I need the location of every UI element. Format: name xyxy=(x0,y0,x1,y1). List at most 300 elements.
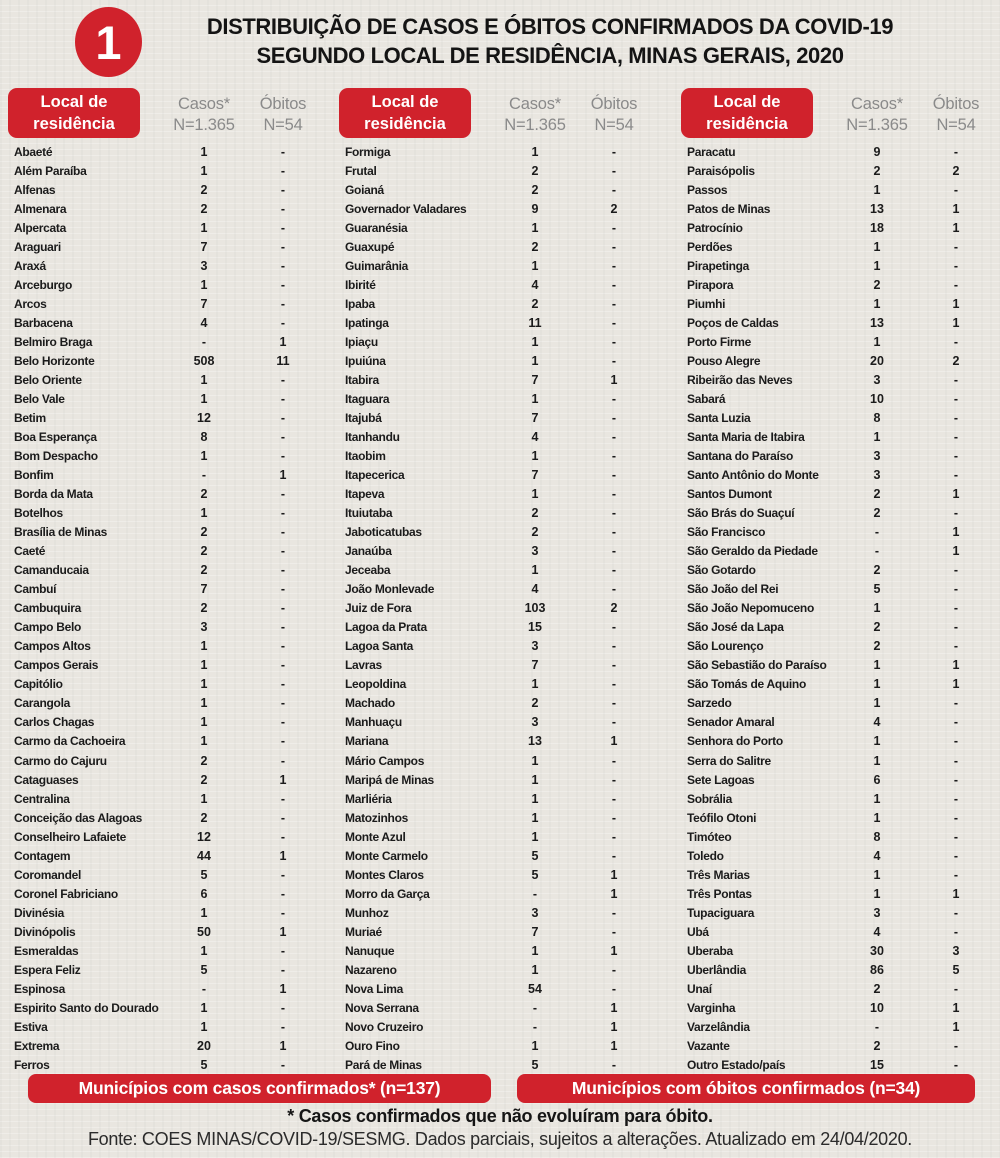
local-residencia-header xyxy=(8,88,140,138)
table-row xyxy=(8,199,324,218)
table-row xyxy=(339,770,655,789)
obitos-value: - xyxy=(280,258,286,273)
casos-value: 8 xyxy=(873,410,881,425)
casos-value: 1 xyxy=(531,449,539,464)
table-row xyxy=(681,827,997,846)
municipality-name: Divinópolis xyxy=(14,924,76,939)
obitos-value: - xyxy=(280,1058,286,1073)
obitos-value: - xyxy=(953,639,959,654)
table-row xyxy=(681,732,997,751)
obitos-value: - xyxy=(611,544,617,559)
municipality-name: Poços de Caldas xyxy=(687,315,779,330)
table-row xyxy=(8,389,324,408)
casos-value: 15 xyxy=(870,1058,884,1073)
municipality-name: São Brás do Suaçuí xyxy=(687,506,795,521)
casos-value: 5 xyxy=(200,867,208,882)
municipality-name: Nanuque xyxy=(345,943,395,958)
obitos-value: - xyxy=(280,487,286,502)
casos-value: 7 xyxy=(531,924,539,939)
casos-value: 1 xyxy=(200,943,208,958)
obitos-value: - xyxy=(953,144,959,159)
municipality-name: Campos Gerais xyxy=(14,658,99,673)
obitos-value: - xyxy=(953,182,959,197)
table-row xyxy=(681,675,997,694)
municipality-name: Araguari xyxy=(14,239,61,254)
obitos-value: - xyxy=(280,905,286,920)
footnote: * Casos confirmados que não evoluíram para óbito. xyxy=(287,1106,713,1126)
municipality-name: Pirapetinga xyxy=(687,258,750,273)
casos-value: 2 xyxy=(531,696,539,711)
obitos-value: - xyxy=(611,258,617,273)
municipality-name: Mariana xyxy=(345,734,389,749)
obitos-value: - xyxy=(280,563,286,578)
table-row xyxy=(339,865,655,884)
table-row xyxy=(339,542,655,561)
table-row xyxy=(8,256,324,275)
municipality-name: São Tomás de Aquino xyxy=(687,677,806,692)
casos-value: 2 xyxy=(873,1038,881,1053)
municipality-name: Araxá xyxy=(14,258,46,273)
table-row xyxy=(681,408,997,427)
casos-value: 1 xyxy=(873,886,881,901)
casos-column-header xyxy=(839,94,915,137)
table-row xyxy=(8,732,324,751)
casos-value: 508 xyxy=(193,353,215,368)
casos-value: 2 xyxy=(531,525,539,540)
municipality-name: Capitólio xyxy=(14,677,63,692)
table-group-2 xyxy=(339,88,655,1075)
municipality-name: Manhuaçu xyxy=(345,715,402,730)
municipality-name: Belmiro Braga xyxy=(14,334,93,349)
casos-value: 3 xyxy=(873,905,881,920)
table-row xyxy=(8,751,324,770)
municipality-name: Paracatu xyxy=(687,144,736,159)
municipality-name: Espera Feliz xyxy=(14,962,81,977)
obitos-value: - xyxy=(611,810,617,825)
municipality-name: Nova Serrana xyxy=(345,1000,419,1015)
casos-value: 8 xyxy=(873,829,881,844)
table-row xyxy=(681,427,997,446)
casos-value: 4 xyxy=(873,848,881,863)
casos-value: 11 xyxy=(528,315,542,330)
municipality-name: Patrocínio xyxy=(687,220,743,235)
casos-value: 1 xyxy=(200,144,208,159)
obitos-value: - xyxy=(280,201,286,216)
casos-value: 1 xyxy=(873,696,881,711)
casos-value: 1 xyxy=(873,753,881,768)
casos-value: 1 xyxy=(873,239,881,254)
municipality-name: Formiga xyxy=(345,144,391,159)
casos-header-n: N=1.365 xyxy=(846,116,908,134)
casos-value: 7 xyxy=(531,658,539,673)
municipality-name: Itapeva xyxy=(345,487,385,502)
casos-value: 1 xyxy=(531,258,539,273)
obitos-value: - xyxy=(611,506,617,521)
table-row xyxy=(681,218,997,237)
casos-value: 2 xyxy=(200,487,208,502)
casos-value: 1 xyxy=(531,962,539,977)
municipality-name: Varginha xyxy=(687,1000,736,1015)
table-row xyxy=(8,485,324,504)
obitos-value: - xyxy=(611,848,617,863)
table-row xyxy=(681,960,997,979)
casos-value: 2 xyxy=(873,163,881,178)
local-header-line1: Local de xyxy=(40,92,108,111)
casos-value: 1 xyxy=(200,905,208,920)
table-row xyxy=(8,941,324,960)
table-row xyxy=(681,542,997,561)
table-row xyxy=(339,1056,655,1075)
municipality-name: João Monlevade xyxy=(345,582,435,597)
casos-value: 20 xyxy=(870,353,884,368)
casos-value: 54 xyxy=(528,981,542,996)
municipality-name: Ipuiúna xyxy=(345,353,386,368)
municipality-name: Mário Campos xyxy=(345,753,425,768)
table-row xyxy=(8,332,324,351)
casos-value: 2 xyxy=(531,239,539,254)
table-row xyxy=(8,865,324,884)
table-row xyxy=(681,351,997,370)
obitos-value: 1 xyxy=(610,1000,618,1015)
municipality-name: Matozinhos xyxy=(345,810,408,825)
table-row xyxy=(681,580,997,599)
table-row xyxy=(681,808,997,827)
table-row xyxy=(8,846,324,865)
casos-value: 2 xyxy=(200,201,208,216)
obitos-value: 1 xyxy=(610,372,618,387)
casos-value: 4 xyxy=(531,582,539,597)
municipality-name: Carmo do Cajuru xyxy=(14,753,107,768)
local-header-line2: residência xyxy=(706,115,788,133)
casos-header-n: N=1.365 xyxy=(173,116,235,134)
municipality-name: Almenara xyxy=(14,201,67,216)
casos-column-header xyxy=(166,94,242,137)
casos-column-header xyxy=(497,94,573,137)
casos-value: 1 xyxy=(200,1000,208,1015)
obitos-value: - xyxy=(611,981,617,996)
casos-value: 6 xyxy=(200,886,208,901)
table-row xyxy=(681,903,997,922)
table-row xyxy=(339,580,655,599)
casos-value: 1 xyxy=(531,677,539,692)
table-row xyxy=(339,351,655,370)
municipality-name: Ouro Fino xyxy=(345,1038,400,1053)
casos-value: 13 xyxy=(870,315,884,330)
municipality-name: Morro da Garça xyxy=(345,886,430,901)
casos-value: 1 xyxy=(531,563,539,578)
table-row xyxy=(339,504,655,523)
municipality-name: Conceição das Alagoas xyxy=(14,810,142,825)
table-row xyxy=(681,466,997,485)
table-row xyxy=(339,427,655,446)
municipality-name: Senador Amaral xyxy=(687,715,775,730)
obitos-value: - xyxy=(953,620,959,635)
casos-value: 1 xyxy=(873,334,881,349)
table-row xyxy=(681,1017,997,1036)
casos-value: 1 xyxy=(531,1038,539,1053)
casos-value: 1 xyxy=(873,734,881,749)
table-row xyxy=(681,485,997,504)
obitos-value: - xyxy=(953,563,959,578)
municipality-name: Santana do Paraíso xyxy=(687,449,793,464)
obitos-value: 1 xyxy=(279,468,287,483)
table-row xyxy=(681,637,997,656)
municipality-name: Uberlândia xyxy=(687,962,747,977)
table-row xyxy=(681,599,997,618)
table-row xyxy=(339,256,655,275)
casos-value: 3 xyxy=(531,544,539,559)
municipality-name: Munhoz xyxy=(345,905,389,920)
table-row xyxy=(8,618,324,637)
casos-value: 5 xyxy=(531,1058,539,1073)
table-row xyxy=(8,808,324,827)
casos-value: - xyxy=(201,468,207,483)
obitos-value: 1 xyxy=(279,981,287,996)
casos-value: 4 xyxy=(873,715,881,730)
casos-value: - xyxy=(874,525,880,540)
page-title-line1: DISTRIBUIÇÃO DE CASOS E ÓBITOS CONFIRMADOS DA COVID-19 xyxy=(206,14,894,39)
casos-value: 9 xyxy=(873,144,881,159)
casos-value: 1 xyxy=(200,163,208,178)
table-row xyxy=(681,979,997,998)
municipality-name: São Sebastião do Paraíso xyxy=(687,658,827,673)
table-row xyxy=(681,199,997,218)
casos-value: 3 xyxy=(873,468,881,483)
municipality-name: Carangola xyxy=(14,696,70,711)
municipality-name: Monte Carmelo xyxy=(345,848,428,863)
casos-value: 3 xyxy=(531,905,539,920)
table-row xyxy=(339,313,655,332)
municipality-name: Patos de Minas xyxy=(687,201,771,216)
municipality-name: Monte Azul xyxy=(345,829,406,844)
casos-value: - xyxy=(532,1000,538,1015)
table-row xyxy=(8,294,324,313)
casos-value: 103 xyxy=(524,601,546,616)
table-row xyxy=(8,599,324,618)
municipality-name: Unaí xyxy=(687,981,712,996)
casos-value: 1 xyxy=(531,829,539,844)
obitos-value: - xyxy=(611,924,617,939)
casos-value: 13 xyxy=(870,201,884,216)
municipality-name: Camanducaia xyxy=(14,563,89,578)
casos-value: 1 xyxy=(873,658,881,673)
source-note: Fonte: COES MINAS/COVID-19/SESMG. Dados parciais, sujeitos a alterações. Atualizado em 24/04/2020. xyxy=(87,1129,912,1149)
casos-value: 1 xyxy=(200,391,208,406)
casos-value: 3 xyxy=(531,715,539,730)
obitos-value: - xyxy=(280,639,286,654)
obitos-value: - xyxy=(953,391,959,406)
table-row xyxy=(8,694,324,713)
table-row xyxy=(339,808,655,827)
table-row xyxy=(339,161,655,180)
obitos-value: 1 xyxy=(952,544,960,559)
municipality-name: Arceburgo xyxy=(14,277,72,292)
obitos-value: - xyxy=(953,449,959,464)
table-row xyxy=(339,332,655,351)
table-row xyxy=(339,827,655,846)
casos-value: - xyxy=(532,1019,538,1034)
casos-value: 1 xyxy=(200,220,208,235)
obitos-value: - xyxy=(280,962,286,977)
municipality-name: Jaboticatubas xyxy=(345,525,422,540)
obitos-value: - xyxy=(280,658,286,673)
municipality-name: Machado xyxy=(345,696,395,711)
casos-value: 2 xyxy=(200,810,208,825)
municipality-name: Lagoa da Prata xyxy=(345,620,427,635)
obitos-value: - xyxy=(280,943,286,958)
obitos-value: - xyxy=(611,677,617,692)
municipality-name: Itajubá xyxy=(345,410,382,425)
casos-value: 1 xyxy=(531,810,539,825)
table-row xyxy=(339,884,655,903)
table-row xyxy=(339,389,655,408)
municipality-name: Boa Esperança xyxy=(14,429,97,444)
table-row xyxy=(681,656,997,675)
obitos-value: - xyxy=(280,696,286,711)
obitos-value: - xyxy=(953,696,959,711)
table-row xyxy=(681,751,997,770)
table-row xyxy=(339,466,655,485)
municipality-name: Pará de Minas xyxy=(345,1058,422,1073)
casos-value: 10 xyxy=(870,1000,884,1015)
municipality-name: Ipatinga xyxy=(345,315,389,330)
casos-header-label: Casos* xyxy=(178,94,230,113)
casos-value: 2 xyxy=(531,163,539,178)
obitos-value: 1 xyxy=(610,1019,618,1034)
municipality-name: Divinésia xyxy=(14,905,64,920)
obitos-value: - xyxy=(953,601,959,616)
casos-value: 2 xyxy=(200,544,208,559)
casos-value: - xyxy=(201,981,207,996)
casos-value: 1 xyxy=(873,601,881,616)
casos-header-n: N=1.365 xyxy=(504,116,566,134)
obitos-value: 1 xyxy=(952,487,960,502)
obitos-value: - xyxy=(611,582,617,597)
obitos-value: 1 xyxy=(952,201,960,216)
obitos-value: - xyxy=(611,563,617,578)
casos-value: 2 xyxy=(200,563,208,578)
table-row xyxy=(8,427,324,446)
municipality-name: Janaúba xyxy=(345,544,392,559)
obitos-value: - xyxy=(611,334,617,349)
table-row xyxy=(8,351,324,370)
obitos-value: 1 xyxy=(610,1038,618,1053)
obitos-value: - xyxy=(611,449,617,464)
obitos-value: - xyxy=(280,1000,286,1015)
municipality-name: Espirito Santo do Dourado xyxy=(14,1000,159,1015)
municipality-name: Cataguases xyxy=(14,772,79,787)
table-row xyxy=(681,561,997,580)
casos-value: 4 xyxy=(200,315,208,330)
casos-value: 12 xyxy=(197,829,211,844)
table-group-header xyxy=(681,88,997,142)
casos-value: 2 xyxy=(200,753,208,768)
obitos-column-header xyxy=(573,94,655,137)
table-group-header xyxy=(339,88,655,142)
municipality-name: Timóteo xyxy=(687,829,732,844)
municipality-name: Barbacena xyxy=(14,315,73,330)
table-rows xyxy=(339,142,655,1075)
table-row xyxy=(681,846,997,865)
casos-value: 9 xyxy=(531,201,539,216)
municipality-name: Cambuquira xyxy=(14,601,82,616)
obitos-value: 1 xyxy=(610,867,618,882)
obitos-column-header xyxy=(242,94,324,137)
municipality-name: Centralina xyxy=(14,791,70,806)
municipality-name: Belo Horizonte xyxy=(14,353,95,368)
casos-value: 1 xyxy=(200,734,208,749)
figure-number: 1 xyxy=(95,15,122,69)
table-row xyxy=(681,1056,997,1075)
local-residencia-header xyxy=(339,88,471,138)
casos-value: 30 xyxy=(870,943,884,958)
local-header-line2: residência xyxy=(364,115,446,133)
table-row xyxy=(339,846,655,865)
obitos-value: 1 xyxy=(952,658,960,673)
table-row xyxy=(8,922,324,941)
obitos-value: 11 xyxy=(276,353,290,368)
obitos-value: 1 xyxy=(952,886,960,901)
municipality-name: Paraisópolis xyxy=(687,163,755,178)
obitos-value: - xyxy=(280,620,286,635)
table-row xyxy=(681,275,997,294)
municipality-name: Nazareno xyxy=(345,962,397,977)
table-row xyxy=(8,713,324,732)
table-rows xyxy=(681,142,997,1075)
table-row xyxy=(339,485,655,504)
municipality-name: Abaeté xyxy=(14,144,53,159)
table-row xyxy=(339,180,655,199)
obitos-value: - xyxy=(280,867,286,882)
obitos-value: - xyxy=(611,620,617,635)
obitos-value: - xyxy=(953,334,959,349)
table-row xyxy=(339,903,655,922)
obitos-value: - xyxy=(280,372,286,387)
table-row xyxy=(681,770,997,789)
table-row xyxy=(681,447,997,466)
municipality-name: Lavras xyxy=(345,658,382,673)
obitos-header-n: N=54 xyxy=(936,116,976,134)
obitos-value: - xyxy=(611,391,617,406)
casos-value: 1 xyxy=(873,429,881,444)
obitos-value: - xyxy=(280,525,286,540)
casos-value: 1 xyxy=(531,753,539,768)
municipality-name: Outro Estado/país xyxy=(687,1058,786,1073)
casos-value: 18 xyxy=(870,220,884,235)
obitos-value: - xyxy=(953,810,959,825)
municipality-name: Jeceaba xyxy=(345,563,391,578)
casos-header-label: Casos* xyxy=(851,94,903,113)
table-row xyxy=(339,637,655,656)
obitos-value: 1 xyxy=(279,1038,287,1053)
obitos-value: 1 xyxy=(610,943,618,958)
municipality-name: Santo Antônio do Monte xyxy=(687,468,819,483)
obitos-value: - xyxy=(280,220,286,235)
page-title-line2: SEGUNDO LOCAL DE RESIDÊNCIA, MINAS GERAIS, 2020 xyxy=(256,43,844,69)
table-row xyxy=(339,294,655,313)
casos-value: - xyxy=(874,544,880,559)
table-row xyxy=(8,561,324,580)
obitos-value: - xyxy=(953,410,959,425)
obitos-value: - xyxy=(280,677,286,692)
municipality-name: Itabira xyxy=(345,372,379,387)
casos-value: 2 xyxy=(873,620,881,635)
table-row xyxy=(339,275,655,294)
table-row xyxy=(681,294,997,313)
obitos-value: - xyxy=(280,506,286,521)
casos-value: 2 xyxy=(873,639,881,654)
table-row xyxy=(339,218,655,237)
